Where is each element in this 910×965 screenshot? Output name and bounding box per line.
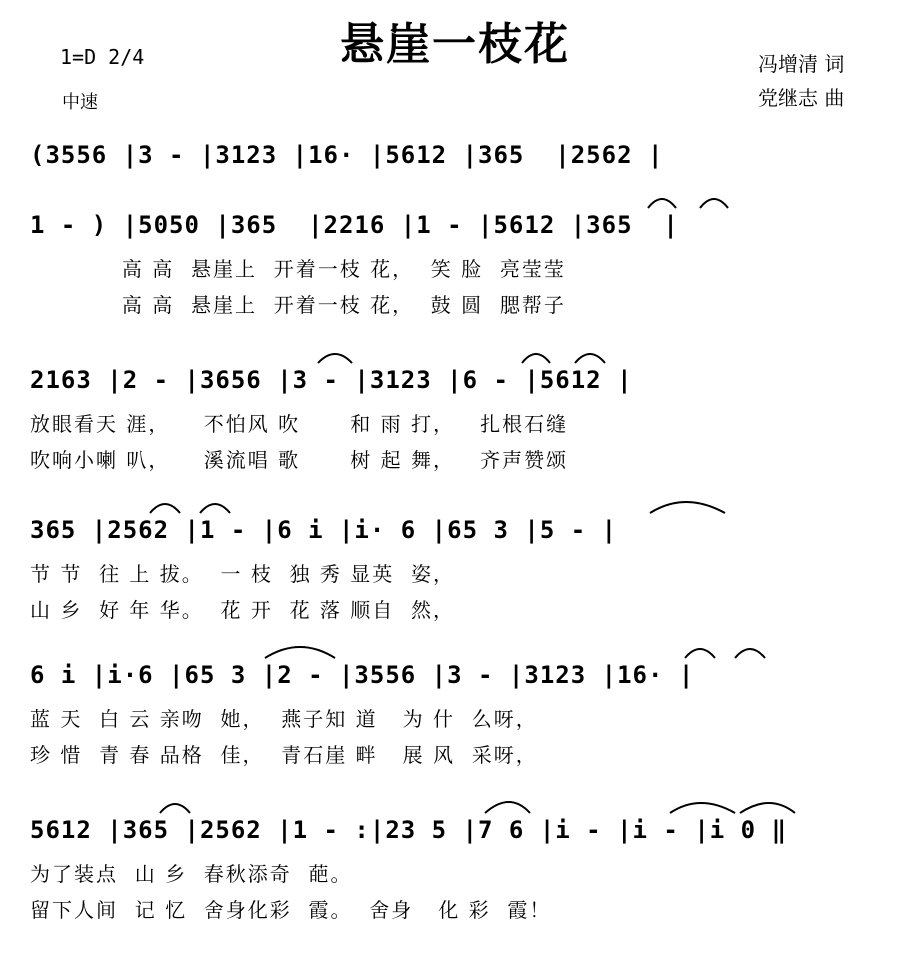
notation-line: 2163 |2 - |3656 |3 - |3123 |6 - |5612 | [30, 366, 633, 394]
staff-line-4 [0, 515, 910, 665]
lyrics-verse-1: 节 节 往 上 拔。 一 枝 独 秀 显英 姿， [30, 562, 456, 586]
notation-line: 365 |2562 |1 - |6 i |i· 6 |65 3 |5 - | [30, 516, 618, 544]
notation-line: (3556 |3 - |3123 |16· |5612 |365 |2562 | [30, 141, 664, 169]
lyrics-verse-1: 为了装点 山 乡 春秋添奇 葩。 [30, 862, 353, 886]
key-signature: 1=D 2/4 [60, 45, 145, 69]
lyrics-verse-1: 高 高 悬崖上 开着一枝 花， 笑 脸 亮莹莹 [30, 257, 566, 281]
lyrics-verse-2: 高 高 悬崖上 开着一枝 花， 鼓 圆 腮帮子 [30, 293, 566, 317]
lyrics-verse-1: 放眼看天 涯， 不怕风 吹 和 雨 打， 扎根石缝 [30, 412, 569, 436]
staff-line-3 [0, 365, 910, 515]
staff-line-6 [0, 815, 910, 965]
lyricist-credit: 冯增清 词 [758, 52, 845, 76]
tempo-marking: 中速 [62, 92, 98, 113]
lyrics-verse-1: 蓝 天 白 云 亲吻 她， 燕子知 道 为 什 么呀， [30, 707, 538, 731]
lyrics-verse-2: 山 乡 好 年 华。 花 开 花 落 顺自 然， [30, 598, 456, 622]
composer-credit: 党继志 曲 [758, 86, 845, 110]
notation-line: 5612 |365 |2562 |1 - :|23 5 |7 6 |i - |i - |i 0 ‖ [30, 816, 788, 844]
lyrics-verse-2: 留下人间 记 忆 舍身化彩 霞。 舍身 化 彩 霞！ [30, 898, 552, 922]
notation-line: 6 i |i·6 |65 3 |2 - |3556 |3 - |3123 |16· | [30, 661, 695, 689]
lyrics-verse-2: 珍 惜 青 春 品格 佳， 青石崖 畔 展 风 采呀， [30, 743, 538, 767]
page-title: 悬崖一枝花 [340, 19, 570, 70]
staff-line-5 [0, 660, 910, 810]
lyrics-verse-2: 吹响小喇 叭， 溪流唱 歌 树 起 舞， 齐声赞颂 [30, 448, 569, 472]
staff-line-2 [0, 210, 910, 360]
notation-line: 1 - ) |5050 |365 |2216 |1 - |5612 |365 | [30, 211, 679, 239]
